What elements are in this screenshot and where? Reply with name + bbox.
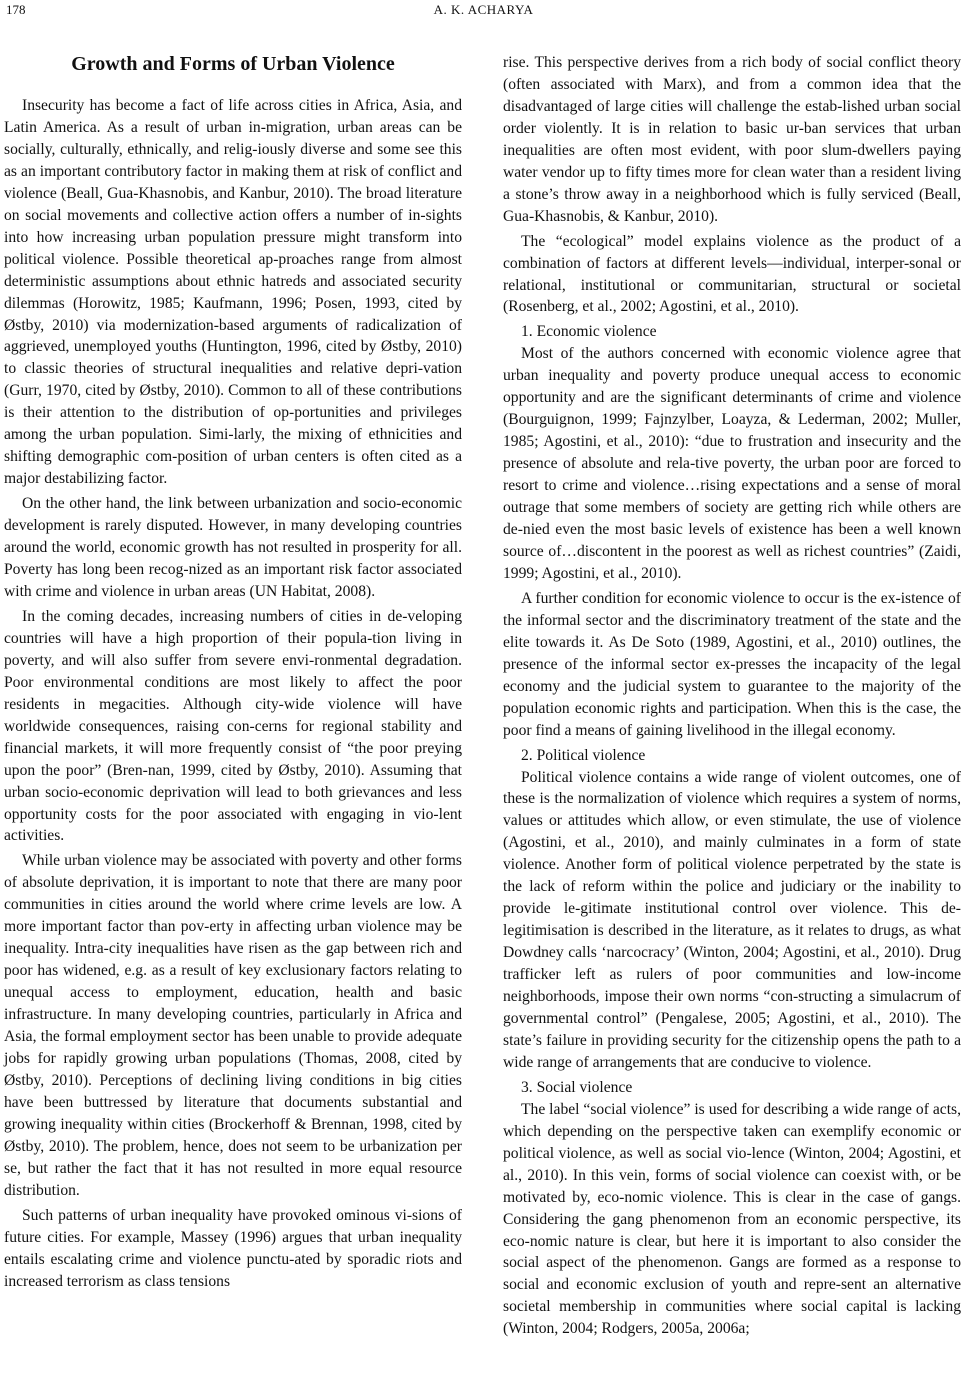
paragraph: Political violence contains a wide range of violent outcomes, one of these is the normalization of violence which requires a system of norms, values or attitudes which allow, or even stimulate, the use of violence (Agostini, et al., 2010), and mainly culminates in a form of state violence. Another form of political violence perpetrated by the state is the lack of reform within the police and judiciary or the inability to provide le-gitimate institutional control over violence. This de-legitimisation is described in the literature, as it relates to drugs, as what Dowdney calls ‘narcocracy’ (Winton, 2004; Agostini, et al., 2010). Drug trafficker left as rulers of poor communities and low-income neighborhoods, impose their own norms “con-structing a simulacrum of governmental control” (Pengalese, 2005; Agostini, et al., 2010). The state’s failure in providing security for the citizenship opens the path to a wide range of arrangements that are conducive to violence. <box>503 768 961 1071</box>
subsection-heading: 1. Economic violence <box>521 323 657 341</box>
paragraph: While urban violence may be associated with poverty and other forms of absolute deprivation, it is important to note that there are many poor communities in cities around the world where crime levels are low. A more important factor than pov-erty in affecting urban violence may be inequality. Intra-city inequalities have risen as the gap between rich and poor has widened, e.g. as a result of key exclusionary factors relating to unequal access to employment, education, health and basic infrastructure. In many developing countries, particularly in Africa and Asia, the formal employment sector has been unable to provide adequate jobs for rapidly growing urban populations (Thomas, 2008, cited by Østby, 2010). Perceptions of declining living conditions in big cities have been buttressed by literature that documents substantial and growing inequality within cities (Brockerhoff & Brennan, 1998, cited by Østby, 2010). The problem, hence, does not seem to be urbanization per se, but rather the fact that it has not resulted in more equal resource distribution. <box>4 852 462 1199</box>
paragraph: Such patterns of urban inequality have provoked ominous vi-sions of future cities. For example, Massey (1996) argues that urban inequality entails escalating crime and violence punctu-ated by sporadic riots and increased terrorism as class tensions <box>4 1206 462 1290</box>
paragraph: The “ecological” model explains violence as the product of a combination of factors at different levels—individual, interper-sonal or relational, institutional or communitarian, structural or societal (Rosenberg, et al., 2002; Agostini, et al., 2010). <box>503 232 961 316</box>
paragraph: In the coming decades, increasing numbers of cities in de-veloping countries will have a high proportion of their popula-tion living in poverty, and will also suffer from severe envi-ronmental degradation. Poor environmental conditions are most likely to affect the poor residents in megacities. Although city-wide violence will have worldwide consequences, raising con-cerns for regional stability and financial markets, it will more frequently consist of “the poor preying upon the poor” (Bren-nan, 1999, cited by Østby, 2010). Assuming that urban socio-economic deprivation will lead to both grievances and less opportunity costs for the poor associated with engaging in vio-lent activities. <box>4 607 462 845</box>
section-title: Growth and Forms of Urban Violence <box>71 53 395 75</box>
running-head: A. K. ACHARYA <box>433 2 534 17</box>
paragraph: Insecurity has become a fact of life across cities in Africa, Asia, and Latin America. As a result of urban in-migration, urban areas can be socially, culturally, ethnically, and relig-iously diverse and some see this as an important contributory factor in making them at risk of conflict and violence (Beall, Gua-Khasnobis, and Kanbur, 2010). The broad literature on social movements and collective action offers a number of in-sights into how increasing urban population pressure might transform into political violence. Possible theoretical ap-proaches range from almost deterministic assumptions about ethnic hatreds and associated security dilemmas (Horowitz, 1985; Kaufmann, 1996; Posen, 1993, cited by Østby, 2010) via modernization-based arguments of radicalization of aggrieved, unemployed youths (Huntington, 1996, cited by Østby, 2010) to classic theories of structural inequalities and relative depri-vation (Gurr, 1970, cited by Østby, 2010). Common to all of these contributions is their attention to the distribution of op-portunities and privileges among the urban population. Simi-larly, the mixing of ethnicities and shifting demographic com-position of urban centers is often cited as a major destabilizing factor. <box>4 97 462 488</box>
page-number: 178 <box>6 2 26 17</box>
right-column <box>503 52 961 1340</box>
page-header <box>0 0 967 22</box>
paragraph: rise. This perspective derives from a rich body of social conflict theory (often associated with Marx), and from a common idea that the disadvantaged of large cities will challenge the estab-lished urban social order violently. It is in relation to basic ur-ban services that urban inequalities are often most evident, with poor slum-dwellers paying water vendor up to fifty times more for clean water than a resident living a stone’s throw away in a neighborhood which is fully serviced (Beall, Gua-Khasnobis, & Kanbur, 2010). <box>503 54 961 225</box>
subsection-heading: 2. Political violence <box>521 746 646 764</box>
paragraph: Most of the authors concerned with economic violence agree that urban inequality and poverty produce unequal access to economic opportunity and are the significant determinants of crime and violence (Bourguignon, 1999; Fajnzylber, Loayza, & Lederman, 2002; Muller, 1985; Agostini, et al., 2010): “due to frustration and insecurity and the presence of absolute and rela-tive poverty, the urban poor are forced to resort to crime and violence…rising expectations and a sense of moral outrage that some members of society are getting rich while others are de-nied even the most basic levels of existence has been a well known source of…discontent in the poorest as well as richest countries” (Zaidi, 1999; Agostini, et al., 2010). <box>503 345 961 582</box>
paragraph: The label “social violence” is used for describing a wide range of acts, which depending on the perspective taken can exemplify economic or political violence, as well as social vio-lence (Winton, 2004; Agostini, et al., 2010). In this vein, forms of social violence can coexist with, or be motivated by, eco-nomic violence. This is clear in the case of gangs. Considering the gang phenomenon from an economic perspective, its eco-nomic nature is clear, but here it is important to also consider the social aspect of the phenomenon. Gangs are formed as a response to social and economic exclusion of youth and repre-sent an alternative societal membership in communities where social capital is lacking (Winton, 2004; Rodgers, 2005a, 2006a; <box>503 1100 961 1338</box>
paragraph: On the other hand, the link between urbanization and socio-economic development is rarely disputed. However, in many developing countries around the world, economic growth has not resulted in prosperity for all. Poverty has long been recog-nized as an important risk factor associated with crime and violence in urban areas (UN Habitat, 2008). <box>4 495 462 600</box>
subsection-heading: 3. Social violence <box>521 1078 633 1096</box>
paragraph: A further condition for economic violence to occur is the ex-istence of the informal sector and the discriminatory treatment of the state and the elite towards it. As De Soto (1989, Agostini, et al., 2010) outlines, the presence of the informal sector ex-presses the incapacity of the legal economy and the judicial system to guarantee to the majority of the population economic rights and participation. When this is the case, the poor find a means of gaining livelihood in the illegal economy. <box>503 589 961 739</box>
left-column <box>4 52 462 1292</box>
